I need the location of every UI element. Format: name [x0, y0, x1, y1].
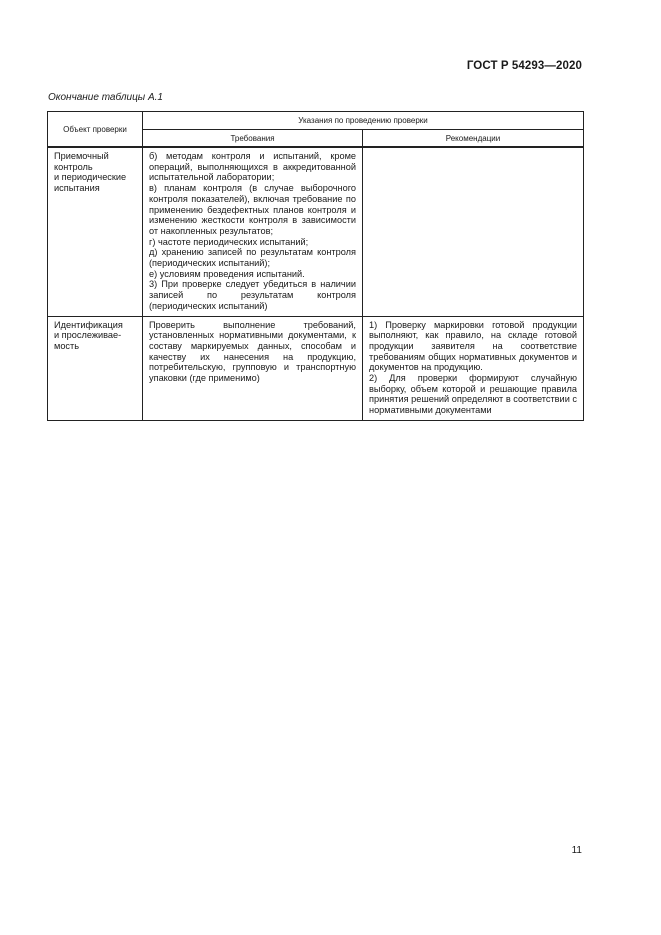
column-header-recommendations: Рекомендации	[363, 130, 584, 148]
object-cell	[48, 316, 143, 420]
requirements-cell	[143, 147, 363, 316]
recommendations-cell	[363, 147, 584, 316]
column-header-object: Объект проверки	[48, 112, 143, 148]
table-caption: Окончание таблицы А.1	[48, 92, 163, 103]
standard-designation: ГОСТ Р 54293—2020	[466, 60, 582, 72]
requirement-item: е) условиям проведения испытаний.	[149, 268, 305, 279]
inspection-table	[47, 111, 584, 421]
requirement-item: г) частоте периодических испытаний;	[149, 236, 309, 247]
recommendations-cell	[363, 316, 584, 420]
table-row	[48, 316, 584, 420]
object-line: Идентификация	[54, 319, 123, 330]
object-line: Приемочный	[54, 151, 109, 161]
requirement-item: б) методам контроля и испытаний, кроме операций, выполняющихся в аккредитованной испытательной лаборатории;	[149, 151, 356, 183]
requirement-item: д) хранению записей по результатам контроля (периодических испытаний);	[149, 247, 356, 269]
page-number: 11	[571, 845, 582, 856]
requirement-item: Проверить выполнение требований, установленных нормативными документами, к составу маркируемых данных, способам и качеству их нанесения на продукцию, потребительскую, групповую и транспортную упаковки (где применимо)	[149, 319, 356, 384]
object-cell	[48, 147, 143, 316]
object-line: мость	[54, 340, 80, 351]
object-line: контроль	[54, 161, 93, 172]
column-header-group: Указания по проведению проверки	[143, 112, 584, 130]
requirements-cell	[143, 316, 363, 420]
requirement-item: 3) При проверке следует убедиться в наличии записей по результатам контроля (периодических испытаний)	[149, 279, 356, 311]
requirement-item: в) планам контроля (в случае выборочного контроля показателей), включая требование по применению бездефектных планов контроля и изменению жесткости контроля в зависимости от накопленных результатов;	[149, 183, 356, 236]
table-row	[48, 147, 584, 316]
recommendation-item: 1) Проверку маркировки готовой продукции выполняют, как правило, на складе готовой продукции заявителя на соответствие требованиям общих нормативных документов и документов на продукцию.	[369, 319, 577, 373]
object-line: испытания	[54, 183, 100, 194]
object-line: и прослеживае-	[54, 330, 122, 341]
object-line: и периодические	[54, 172, 127, 183]
recommendation-item: 2) Для проверки формируют случайную выборку, объем которой и решающие правила принятия решений определяют в соответствии с нормативными документами	[369, 373, 577, 416]
column-header-requirements: Требования	[143, 130, 363, 148]
